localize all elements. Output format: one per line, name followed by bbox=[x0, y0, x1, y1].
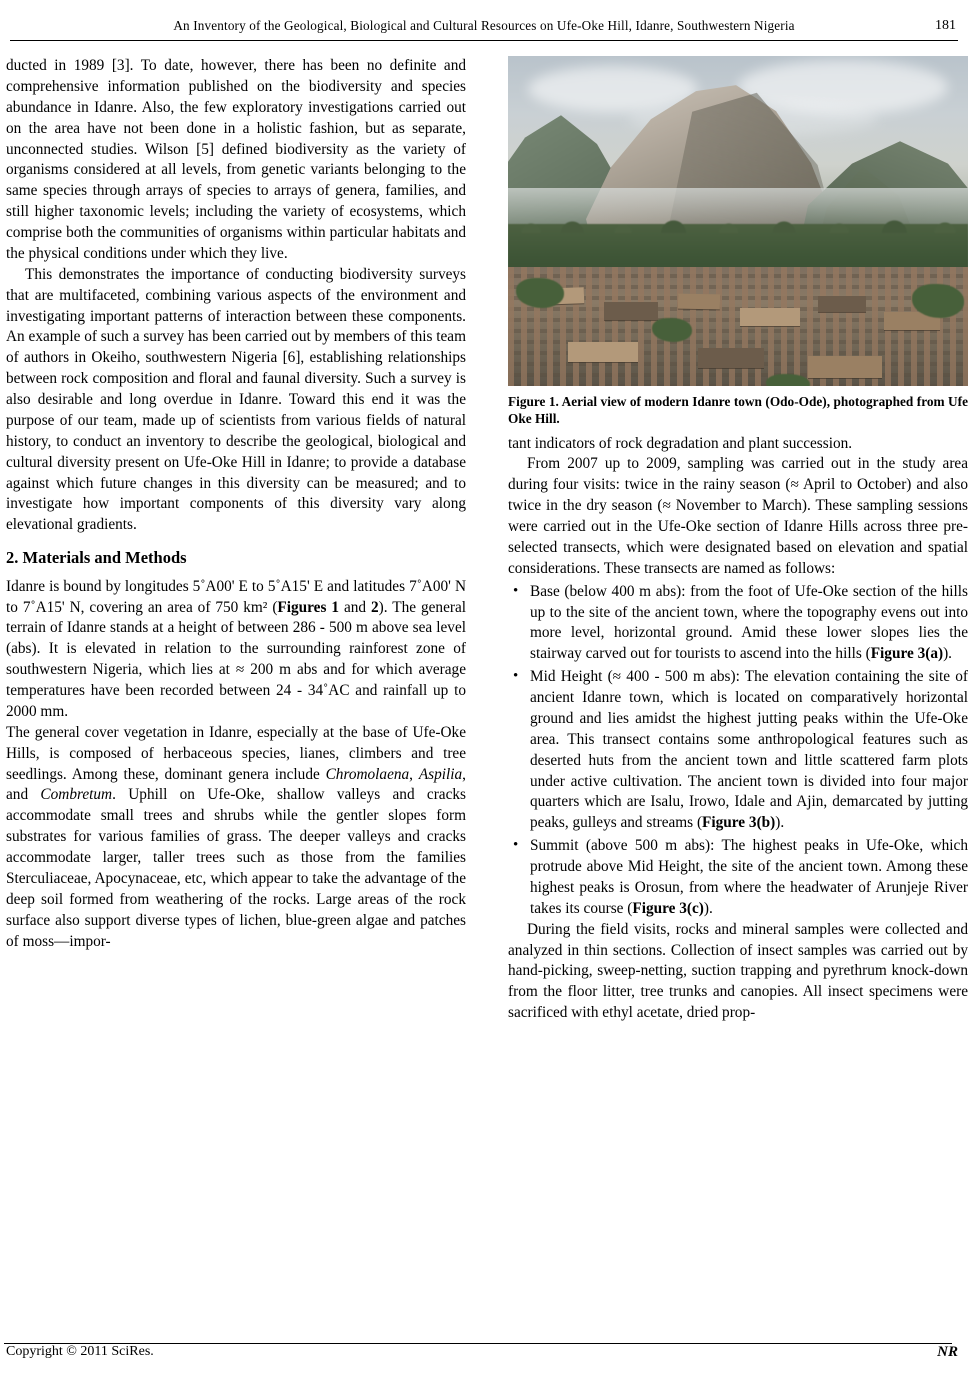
figure-reference-3b: Figure 3(b) bbox=[702, 814, 776, 832]
figure-1-caption-label: Figure 1. bbox=[508, 394, 559, 409]
vegetation-text-d: . Uphill on Ufe-Oke, shallow valleys and cracks accommodate small trees and shrubs while the gentler slopes form substrates for various families of grass. The deeper valleys and cracks accommodate larger, taller trees such as those from the families Sterculiaceae, Apocynaceae, etc, which appear to take the advantage of the deep soil formed from weathering of the rocks. Large areas of the rock surface also support diverse types of lichen, blue-green algae and patches of moss—impor- bbox=[6, 786, 466, 950]
section-heading-materials-and-methods: 2. Materials and Methods bbox=[6, 548, 187, 568]
building-roof bbox=[568, 342, 638, 362]
building-roof bbox=[678, 294, 720, 310]
paragraph-field-visits: During the field visits, rocks and mineral samples were collected and analyzed in thin sections. Collection of insect samples was carried out by hand-picking, sweep-netting, suction trapping and pyrethrum knock-down from the floor litter, tree trunks and canopies. All insect specimens were sacrificed with ethyl acetate, dried prop- bbox=[508, 920, 968, 1022]
building-roof bbox=[698, 348, 764, 368]
transect-list bbox=[508, 582, 968, 920]
figure-1 bbox=[508, 56, 968, 428]
journal-abbreviation: NR bbox=[937, 1344, 958, 1360]
figure-1-caption bbox=[508, 393, 968, 428]
running-head bbox=[0, 18, 968, 42]
list-item bbox=[508, 582, 968, 666]
transect-mid-text-a: Mid Height (≈ 400 - 500 m abs): The elevation containing the site of ancient Idanre town, which is located on comparatively horizontal ground and lies amidst the highest jutting peaks within the Ufe-Oke area. This transect contains some anthropological features such as deserted huts from the ancient town and little scattered farm plots under active cultivation. The ancient town is divided into four major quarters which are Isalu, Irowo, Idale and Ajin, demarcated by jutting peaks, gulleys and streams ( bbox=[530, 668, 968, 832]
list-item bbox=[508, 836, 968, 920]
figure-1-caption-text: Aerial view of modern Idanre town (Odo-Ode), photographed from Ufe Oke Hill. bbox=[508, 394, 968, 427]
paragraph-rock-degradation: tant indicators of rock degradation and plant succession. bbox=[508, 434, 853, 452]
genus-aspilia: Aspilia bbox=[418, 765, 463, 783]
list-item bbox=[508, 667, 968, 834]
building-roof bbox=[808, 356, 882, 378]
page-footer bbox=[6, 1344, 960, 1366]
running-head-title: An Inventory of the Geological, Biological and Cultural Resources on Ufe-Oke Hill, Idanre, Southwestern Nigeria bbox=[173, 18, 795, 33]
transect-mid-text-b: ). bbox=[775, 814, 785, 832]
figure-reference-3c: Figure 3(c) bbox=[632, 899, 704, 917]
building-roof bbox=[818, 296, 866, 312]
vegetation-patch bbox=[652, 318, 692, 342]
transect-summit-text-b: ). bbox=[703, 899, 713, 917]
vegetation-text-c: , and bbox=[6, 765, 466, 804]
paragraph-biodiversity-surveys: This demonstrates the importance of conducting biodiversity surveys that are multifaceted, combining various aspects of the environment and investigating important patterns of interaction between these components. An example of such a survey has been carried out by members of this team of authors in Okeiho, southwestern Nigeria [6], establishing relationships between rock composition and floral and faunal diversity. Such a survey is also desirable and long overdue in Idanre. Toward this end it was the purpose of our team, made up of scientists from various fields of natural history, to conduct an inventory to describe the geological, biological and cultural diversity present on Ufe-Oke Hill in Idanre; to provide a database against which future changes in this diversity can be measured; and to investigate how important components of this diversity vary along elevational gradients. bbox=[6, 265, 466, 534]
transect-base-text-a: Base (below 400 m abs): from the foot of Ufe-Oke section of the hills up to the site of the ancient town, where the topography evens out into more level, horizontal ground. Amid these lower slopes lies the stairway carved out for tourists to ascend into the hills ( bbox=[530, 582, 968, 663]
left-column bbox=[6, 56, 466, 952]
right-column bbox=[508, 56, 968, 1024]
copyright-notice: Copyright © 2011 SciRes. bbox=[6, 1344, 154, 1359]
study-area-text-c: ). The general terrain of Idanre stands at a height of between 286 - 500 m above sea level (abs). It is elevated in relation to the surrounding rainforest zone of southwestern Nigeria, which lies at ≈ 200 m abs and for which average temperatures have been recorded between 24 - 34˚AC and rainfall up to 2000 mm. bbox=[6, 598, 466, 720]
header-divider bbox=[10, 40, 958, 41]
vegetation-text-a: The general cover vegetation in Idanre, especially at the base of Ufe-Oke Hills, is composed of herbaceous species, lianes, climbers and tree seedlings. Among these, dominant genera include bbox=[6, 723, 466, 783]
study-area-text-a: Idanre is bound by longitudes 5˚A00' E to 5˚A15' E and latitudes 7˚A00' N to 7˚A15' N, covering an area of 750 km² ( bbox=[6, 577, 466, 616]
genus-chromolaena: Chromolaena bbox=[325, 765, 410, 783]
paragraph-sampling: From 2007 up to 2009, sampling was carried out in the study area during four visits: twice in the rainy season (≈ April to October) and also twice in the dry season (≈ November to March). These sampling sessions were carried out in the Ufe-Oke section of Idanre Hills across three pre-selected transects, which were designated based on elevation and spatial considerations. These transects are named as follows: bbox=[508, 455, 968, 577]
figure-1-image bbox=[508, 56, 968, 386]
building-roof bbox=[604, 302, 658, 320]
figure-reference-2: 2 bbox=[371, 598, 379, 616]
figure-reference-3a: Figure 3(a) bbox=[870, 645, 944, 663]
transect-summit-text-a: Summit (above 500 m abs): The highest peaks in Ufe-Oke, which protrude above Mid Height, the site of the ancient town. Among these highest peaks is Orosun, from where the headwater of Arunjeje River takes its course ( bbox=[530, 837, 968, 917]
paragraph-vegetation bbox=[6, 723, 466, 953]
transect-base-text-b: ). bbox=[943, 645, 952, 663]
study-area-text-b: and bbox=[339, 598, 372, 616]
paragraph-study-area bbox=[6, 577, 466, 723]
vegetation-text-b: , bbox=[409, 765, 419, 783]
paragraph-intro-continued: ducted in 1989 [3]. To date, however, there has been no definite and comprehensive information published on the biodiversity and species abundance in Idanre. Also, the few exploratory investigations carried out on the area have not been done in a holistic fashion, but as separate, unconnected studies. Wilson [5] defined biodiversity as the variety of organisms considered at all levels, from genetic variants belonging to the same species through arrays of species to arrays of genera, families, and still higher taxonomic levels; including the variety of ecosystems, which comprise both the communities of organisms within particular habitats and the physical conditions under which they live. bbox=[6, 57, 466, 262]
genus-combretum: Combretum bbox=[40, 786, 113, 804]
page-number: 181 bbox=[935, 18, 956, 33]
figure-reference-1: Figures 1 bbox=[277, 598, 340, 616]
building-roof bbox=[740, 308, 800, 326]
